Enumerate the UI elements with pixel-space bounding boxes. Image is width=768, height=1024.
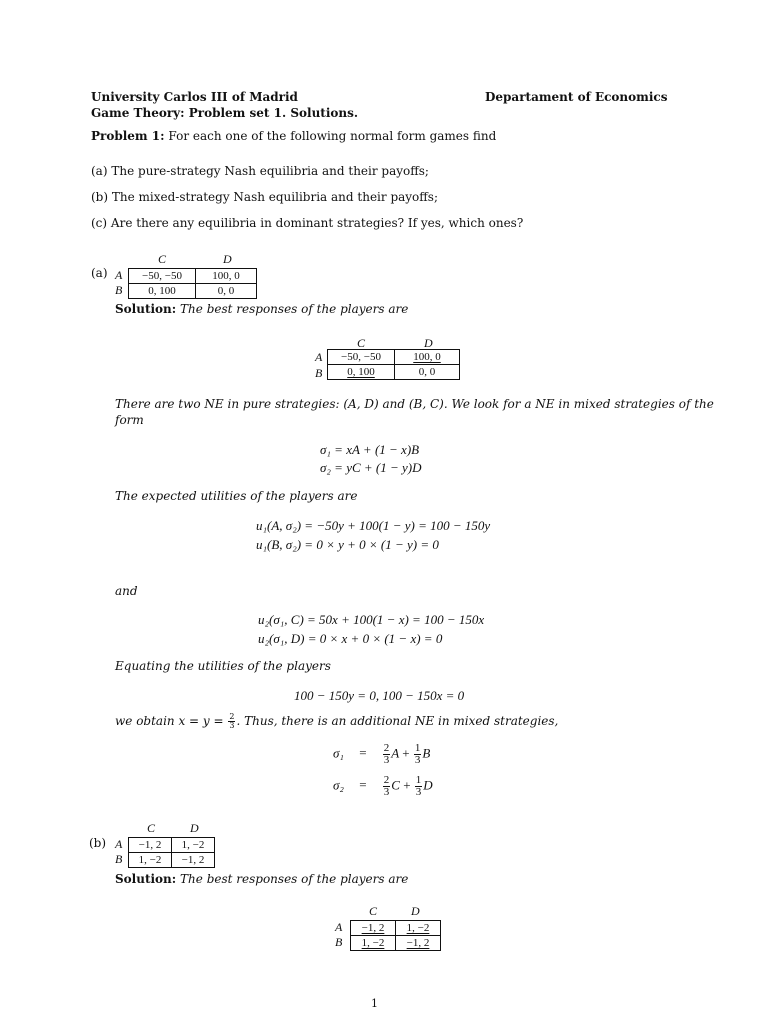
solution-text: The best responses of the players are xyxy=(180,302,409,316)
obtain-text-pre: we obtain x = y = xyxy=(115,714,224,728)
payoff-cell: 1, −2 xyxy=(172,838,215,853)
payoff-cell: −1, 2 xyxy=(396,936,441,951)
col-label: C xyxy=(357,336,366,350)
u2-D-equation: u₂(σ₁, D) = 0 × x + 0 × (1 − x) = 0 xyxy=(258,631,443,646)
part-label: (a) xyxy=(91,164,108,178)
pure-ne-text: There are two NE in pure strategies: (A, D) and (B, C). We look for a NE in mixed strategies of the xyxy=(115,397,714,411)
solution-b-intro xyxy=(115,872,408,886)
fraction: $\frac{1}{3}$ xyxy=(414,742,421,766)
page-number: 1 xyxy=(371,997,378,1010)
game-a-label: (a) xyxy=(91,266,108,280)
part-label: (b) xyxy=(91,190,109,204)
row-label: B xyxy=(115,852,123,866)
row-label: B xyxy=(335,935,343,949)
part-text: Are there any equilibria in dominant strategies? If yes, which ones? xyxy=(110,216,524,230)
solution-label: Solution: xyxy=(115,302,177,316)
payoff-cell: 100, 0 xyxy=(196,269,257,284)
fraction: $\frac{1}{3}$ xyxy=(415,774,422,798)
u1-B-equation: u₁(B, σ₂) = 0 × y + 0 × (1 − y) = 0 xyxy=(256,537,439,552)
course-title: Game Theory: Problem set 1. Solutions. xyxy=(91,106,359,120)
row-label: A xyxy=(115,268,123,282)
problem-text: For each one of the following normal form games find xyxy=(168,129,497,143)
solution-label: Solution: xyxy=(115,872,177,886)
col-label: D xyxy=(424,336,433,350)
col-label: D xyxy=(411,904,420,918)
payoff-cell: −1, 2 xyxy=(172,853,215,868)
payoff-cell: −50, −50 xyxy=(328,350,395,365)
col-label: C xyxy=(369,904,378,918)
pure-ne-text-cont: form xyxy=(115,413,144,427)
fraction: $\frac{2}{3}$ xyxy=(383,742,390,766)
and-text: and xyxy=(115,584,138,598)
u1-A-equation: u₁(A, σ₂) = −50y + 100(1 − y) = 100 − 150y xyxy=(256,518,491,533)
part-text: The mixed-strategy Nash equilibria and their payoffs; xyxy=(111,190,439,204)
payoff-cell: 0, 0 xyxy=(196,284,257,299)
payoff-cell: 0, 100 xyxy=(129,284,196,299)
fraction: $\frac{2}{3}$ xyxy=(383,774,390,798)
payoff-cell: 1, −2 xyxy=(396,921,441,936)
equating-equation: 100 − 150y = 0, 100 − 150x = 0 xyxy=(294,688,465,703)
payoff-cell: 0, 0 xyxy=(395,365,460,380)
expected-utilities-text: The expected utilities of the players are xyxy=(115,489,358,503)
payoff-cell: −50, −50 xyxy=(129,269,196,284)
part-b xyxy=(91,190,438,204)
payoff-cell: −1, 2 xyxy=(351,921,396,936)
payoff-cell: 0, 100 xyxy=(328,365,395,380)
row-label: B xyxy=(315,366,323,380)
solution-text: The best responses of the players are xyxy=(180,872,409,886)
col-label: D xyxy=(223,252,232,266)
row-label: B xyxy=(115,283,123,297)
part-c xyxy=(91,216,523,230)
row-label: A xyxy=(315,350,323,364)
row-label: A xyxy=(335,920,343,934)
u2-C-equation: u₂(σ₁, C) = 50x + 100(1 − x) = 100 − 150x xyxy=(258,612,485,627)
game-b-label: (b) xyxy=(89,836,107,850)
payoff-matrix-a xyxy=(128,268,257,299)
problem-statement xyxy=(91,129,496,143)
col-label: C xyxy=(158,252,167,266)
fraction-two-thirds: $\frac{2}{3}$ xyxy=(229,712,235,730)
col-label: C xyxy=(147,821,156,835)
part-a xyxy=(91,164,429,178)
row-label: A xyxy=(115,837,123,851)
mixed-ne-sigma1: σ₁ = $\frac{2}{3}$ A + $\frac{1}{3}$ B xyxy=(333,742,431,766)
solution-a-intro xyxy=(115,302,408,316)
part-text: The pure-strategy Nash equilibria and their payoffs; xyxy=(111,164,429,178)
university-name: University Carlos III of Madrid xyxy=(91,90,298,104)
sigma2-definition: σ₂ = yC + (1 − y)D xyxy=(320,460,422,475)
obtain-text xyxy=(115,713,558,730)
equating-text: Equating the utilities of the players xyxy=(115,659,331,673)
best-response-matrix-a xyxy=(327,349,460,380)
department-name: Departament of Economics xyxy=(485,90,668,104)
payoff-cell: 1, −2 xyxy=(351,936,396,951)
obtain-text-post: . Thus, there is an additional NE in mixed strategies, xyxy=(236,714,559,728)
mixed-ne-sigma2: σ₂ = $\frac{2}{3}$ C + $\frac{1}{3}$ D xyxy=(333,774,433,798)
problem-label: Problem 1: xyxy=(91,129,165,143)
payoff-cell: −1, 2 xyxy=(129,838,172,853)
sigma1-definition: σ₁ = xA + (1 − x)B xyxy=(320,442,420,457)
payoff-cell: 100, 0 xyxy=(395,350,460,365)
payoff-matrix-b xyxy=(128,837,215,868)
best-response-matrix-b xyxy=(350,920,441,951)
part-label: (c) xyxy=(91,216,108,230)
col-label: D xyxy=(190,821,199,835)
payoff-cell: 1, −2 xyxy=(129,853,172,868)
